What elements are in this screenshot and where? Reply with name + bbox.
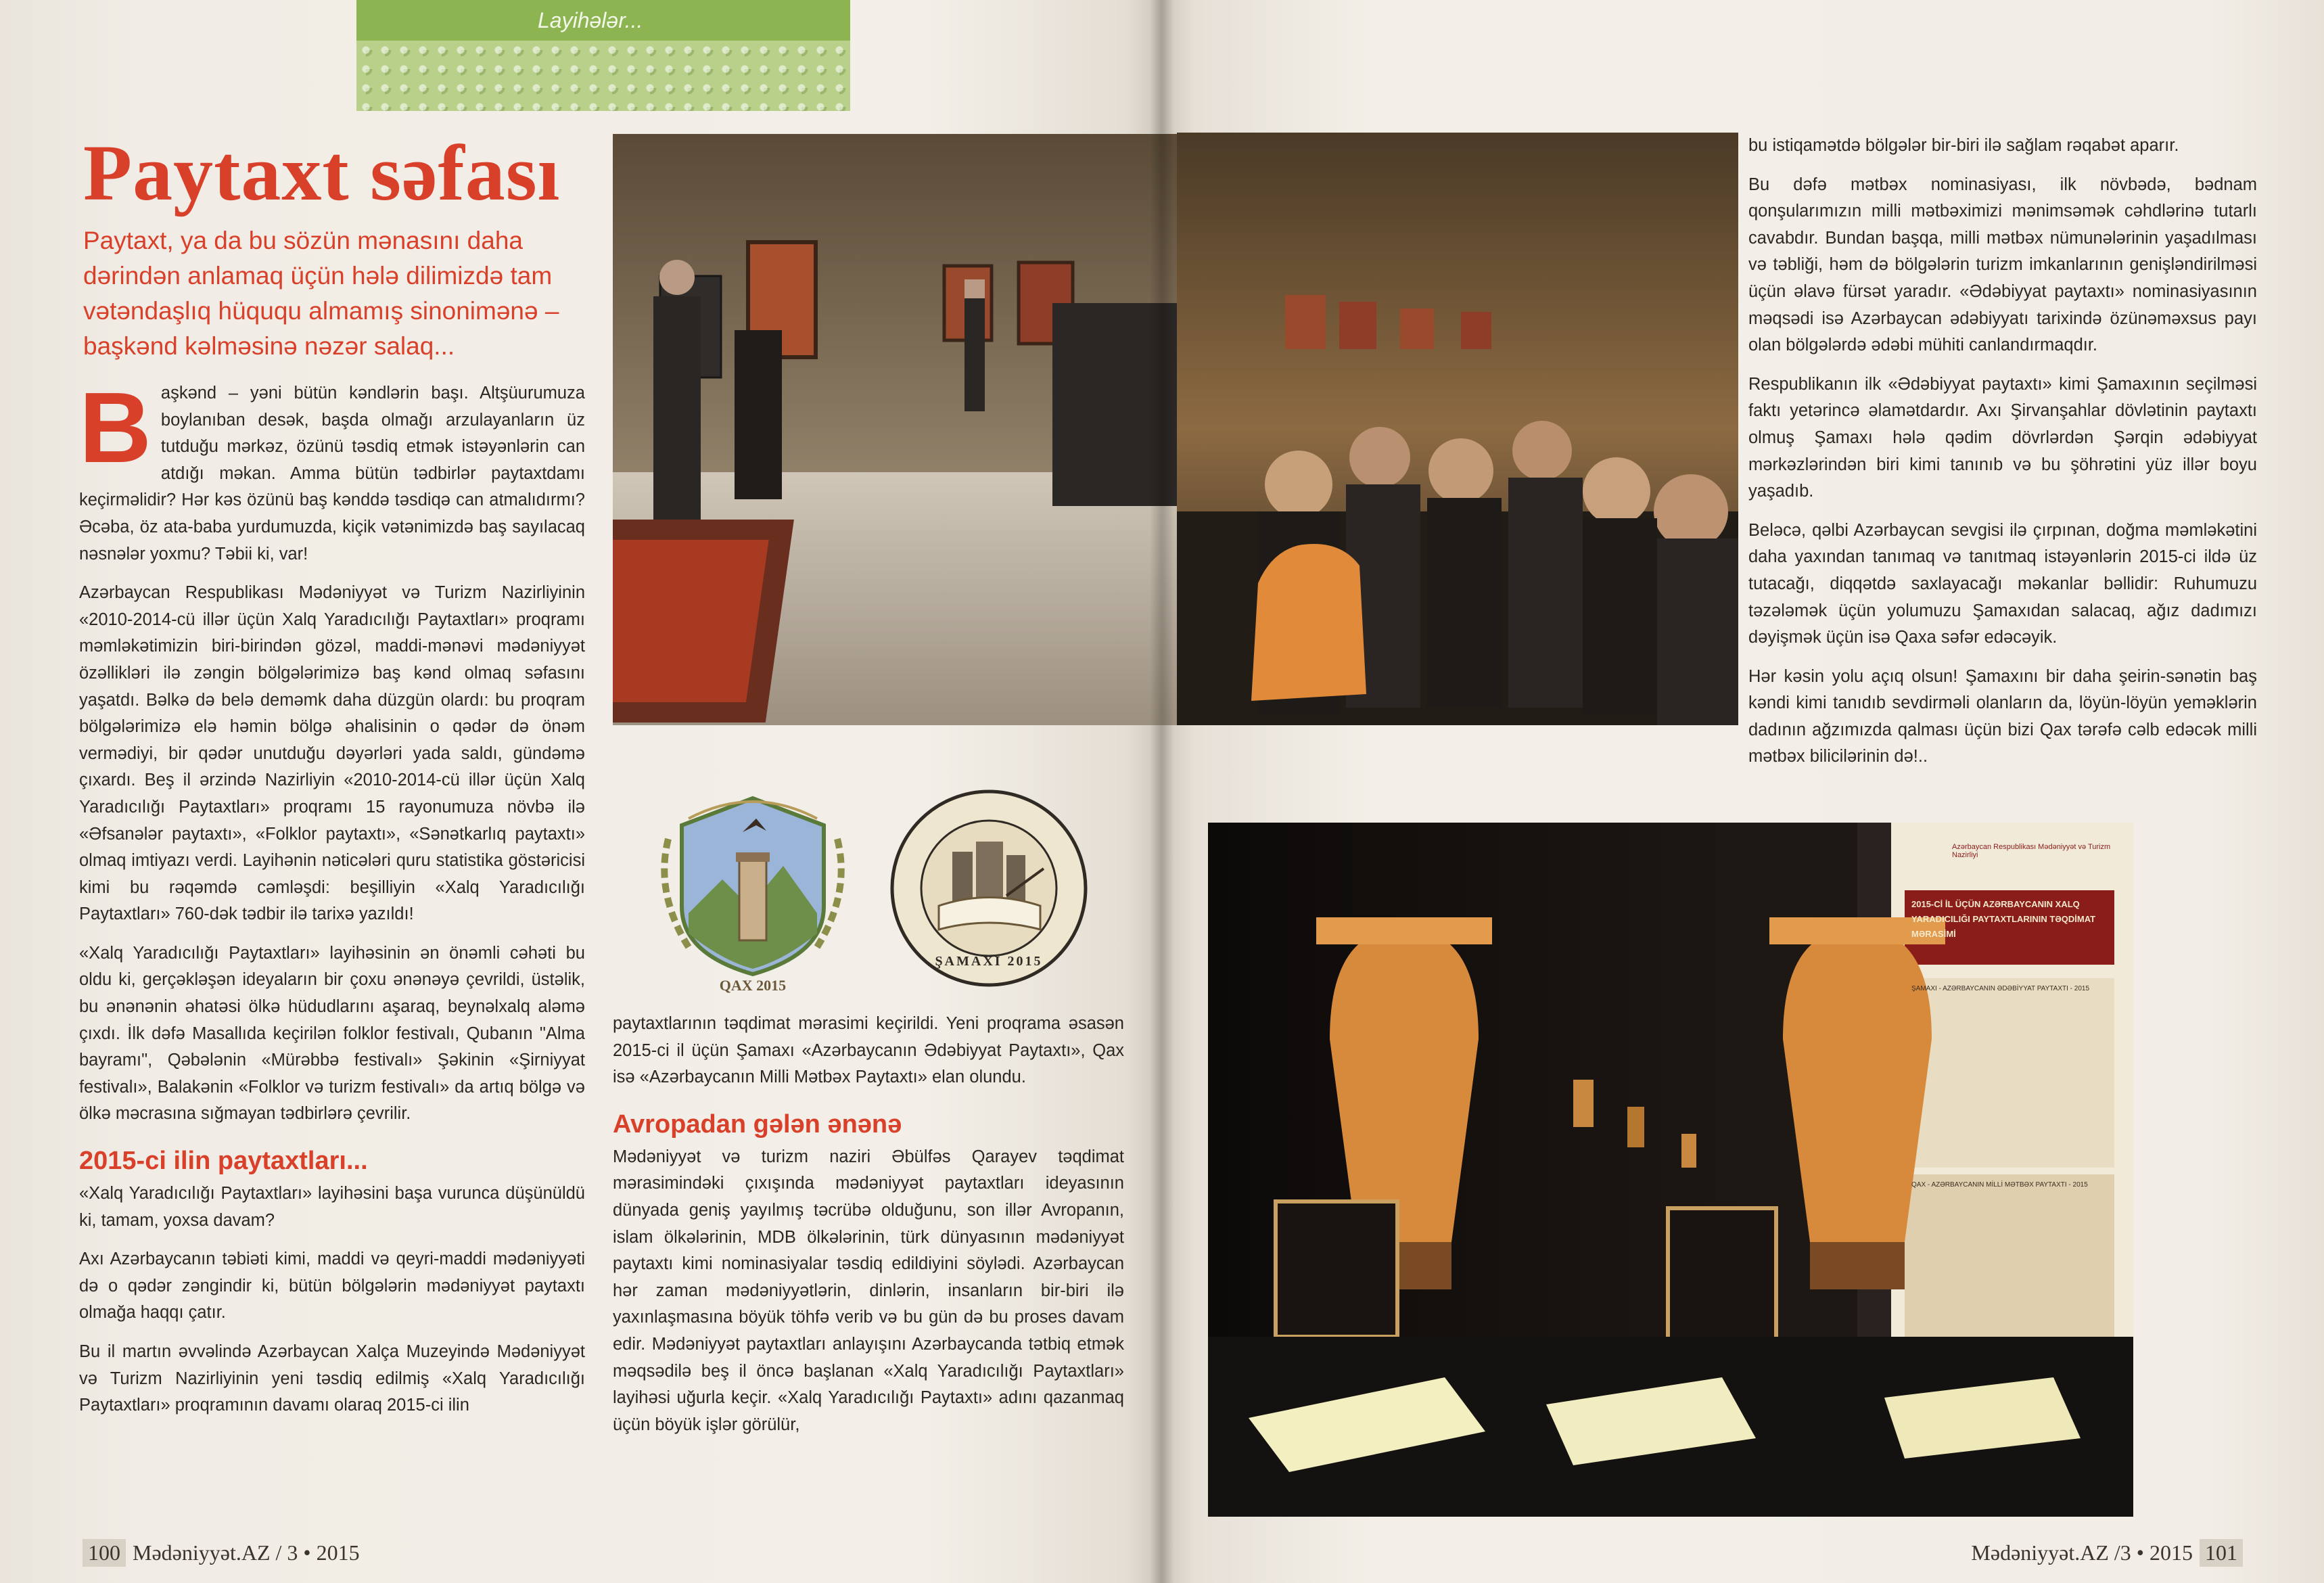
samaxi-capital-logo [888,787,1090,989]
paragraph: Hər kəsin yolu açıq olsun! Şamaxını bir daha şeirin-sənətin baş kəndi kimi tanıdıb sevdirməli olanların da, löyün-löyün yeməklərin dadının ağzımızda qalması üçün bizi Qax tərəfə cəlb edəcək milli mətbəx bilicilərinin də!.. [1748,666,2257,766]
paragraph: Beləcə, qəlbi Azərbaycan sevgisi ilə çırpınan, doğma məmləkətini daha yaxından tanımaq və tanıtmaq istəyənlərin 2015-ci ildə üz tutacağı, diqqətdə saxlayacağı məkanlar bəllidir: Ruhumuzu təzələmək üçün yolumuzu Şamaxıdan salacaq, ağız dadımızı dəyişmək üçün isə Qaxa səfər edəcəyik. [1748,520,2257,647]
right-footer [1971,1539,2250,1567]
magazine-name: Mədəniyyət.AZ / 3 • 2015 [133,1540,360,1565]
subheading: Avropadan gələn ənənə [613,1109,902,1139]
paragraph: Bu il martın əvvəlində Azərbaycan Xalça Muzeyində Mədəniyyət və Turizm Nazirliyinin yeni təsdiq edilmiş «Xalq Yaradıcılığı Paytaxtları» proqramının davamı olaraq 2015-ci ilin [79,1342,585,1415]
banner-org-text: Azərbaycan Respublikası Mədəniyyət və Turizm Nazirliyi [1952,843,2111,859]
paragraph-text: aşkənd – yəni bütün kəndlərin başı. Altşüurumuza boylanıban desək, başda olmağı arzulayanların üz tutduğu mərkəz, özünü təsdiq etmək istəyənlərin can atdığı məkan. Amma bütün tədbirlər paytaxtdamı keçirməlidir? Hər kəs özünü baş kənddə təsdiqə can atmalıdırmı? Əcəba, öz ata-baba yurdumuzda, kiçik vətənimizdə baş sayılacaq nəsnələr yoxmu? Təbii ki, var! [79,384,585,564]
left-column [79,372,585,1431]
section-pattern [356,41,850,111]
paragraph: Respublikanın ilk «Ədəbiyyat paytaxtı» kimi Şamaxının seçilməsi faktı yetərincə əlamətdardır. Axı Şirvanşahlar dövlətinin paytaxtı olmuş Şamaxı hələ qədim dövrlərdən Şərqin ədəbiyyat mərkəzlərindən biri kimi tanınıb və bu şöhrətini yüz illər boyu yaşadıb. [1748,374,2257,501]
paragraph: «Xalq Yaradıcılığı Paytaxtları» layihəsinin ən önəmli cəhəti bu oldu ki, gerçəkləşən ideyaların bir çoxu ənənəyə çevrildi, üstəlik, bu ənənənin əhatəsi ölkə hüdudlarını aşaraq, beynəlxalq aləmə çıxdı. İlk dəfə Masallıda keçirilən folklor festivalı, Qubanın "Alma bayramı", Qəbələnin «Mürəbbə festivalı» Şəkinin «Şirniyyat festivalı», Balakənin «Folklor və turizm festivalı» da artıq bölgə və ölkə məcrasına sığmayan tədbirlərə çevrilir. [79,943,585,1124]
magazine-name: Mədəniyyət.AZ /3 • 2015 [1971,1540,2193,1565]
drop-cap: B [79,372,152,484]
banner-heading-text: 2015-Cİ İL ÜÇÜN AZƏRBAYCANIN XALQ YARADICILIĞI PAYTAXTLARININ TƏQDİMAT MƏRASİMİ [1911,899,2096,939]
left-footer [76,1539,360,1567]
paragraph: paytaxtlarının təqdimat mərasimi keçirildi. Yeni proqrama əsasən 2015-ci il üçün Şamaxı «Azərbaycanın Ədəbiyyat Paytaxtı», Qax isə «Azərbaycanın Milli Mətbəx Paytaxtı» elan olundu. [613,1014,1124,1087]
paragraph: «Xalq Yaradıcılığı Paytaxtları» layihəsini başa vurunca düşünüldü ki, tamam, yoxsa davam? [79,1184,585,1230]
section-label: Layihələr... [538,8,643,32]
paragraph: Bu dəfə mətbəx nominasiyası, ilk növbədə, bədnam qonşularımızın milli mətbəximizi mənimsəmək cəhdlərinə tutarlı cavabdır. Bundan başqa, milli mətbəx nümunələrinin yaşadılması və təbliği, həm də bölgələrin turizm imkanlarının genişləndirilməsi üçün əlavə fürsət yaradır. «Ədəbiyyat paytaxtı» nominasiyasının məqsədi isə Azərbaycan ədəbiyyatı tarixində özünəməxsus payı olan bölgələrdə ədəbi mühiti canlandırmaqdır. [1748,175,2257,355]
paragraph: Mədəniyyət və turizm naziri Əbülfəs Qarayev təqdimat mərasimindəki çıxışında mədəniyyət paytaxtları ideyasının dünyada geniş yayılmış təcrübə olduğunu, son illər Avropanın, islam ölkələrinin, MDB ölkələrinin, türk dünyasının mədəniyyət paytaxtı kimi nominasiyalar təsdiq edildiyini söylədi. Azərbaycan hər zaman mədəniyyətlərin, dinlərin, insanların bir-biri ilə yaxınlaşmasına böyük töhfə verib və bu gün də bu proses davam edir. Mədəniyyət paytaxtları anlayışını Azərbaycanda tətbiq etmək məqsədilə beş il öncə başlanan «Xalq Yaradıcılığı Paytaxtları» layihəsi uğurla keçir. «Xalq Yaradıcılığı Paytaxtı» adını qazanmaq üçün böyük işlər görülür, [613,1147,1124,1434]
article-lead: Paytaxt, ya da bu sözün mənasını daha dərindən anlamaq üçün hələ dilimizdə tam vətəndaşlıq hüququ almamış sinonimənə – başkənd kəlməsinə nəzər salaq... [83,227,559,360]
photo-audience [1177,133,1738,725]
section-band [356,0,850,41]
middle-column [613,1011,1124,1450]
photo-trophies-banner [1208,823,2133,1517]
photo-speaker-carpet [613,134,1181,725]
article-title: Paytaxt səfası [83,129,561,217]
page-number: 101 [2200,1539,2243,1567]
samaxi-logo-caption: ŞAMAXI 2015 [935,954,1043,969]
page-number: 100 [83,1539,126,1567]
banner-label-qax: QAX - AZƏRBAYCANIN MİLLİ MƏTBƏX PAYTAXTI - 2015 [1911,1181,2088,1189]
qax-capital-logo [648,778,858,996]
right-column [1748,133,2257,783]
paragraph [79,372,585,568]
qax-logo-caption: QAX 2015 [719,977,787,994]
paragraph: Azərbaycan Respublikası Mədəniyyət və Turizm Nazirliyinin «2010-2014-cü illər üçün Xalq Yaradıcılığı Paytaxtları» proqramı məmləkətimizin biri-birindən gözəl, maddi-mənəvi mədəniyyət özəllikləri ilə zəngin bölgələrimizə baş kənd olmaq səfasını yaşatdı. Bəlkə də belə deməmk daha düzgün olardı: bu proqram bölgələrimizə elə həmin bölgə əhalisinin o qədər də önəm vermədiyi, bir qədər unutduğu dəyərləri yada saldı, gündəmə çıxardı. Beş il ərzində Nazirliyin «2010-2014-cü illər üçün Xalq Yaradıcılığı Paytaxtları» proqramı 15 rayonumuza növbə ilə «Əfsanələr paytaxtı», «Folklor paytaxtı», «Sənətkarlıq paytaxtı» olmaq imtiyazı verdi. Layihənin nəticələri quru statistika göstəricisi kimi bu rəqəmdə cəmləşdi: beşilliyin «Xalq Yaradıcılığı Paytaxtları» 760-dək tədbir ilə tarixə yazıldı! [79,583,585,924]
subheading: 2015-ci ilin paytaxtları... [79,1147,368,1176]
paragraph: bu istiqamətdə bölgələr bir-biri ilə sağlam rəqabət aparır. [1748,136,2179,155]
paragraph: Axı Azərbaycanın təbiəti kimi, maddi və qeyri-maddi mədəniyyəti də o qədər zəngindir ki, bütün bölgələrin mədəniyyət paytaxtı olmağa haqqı çatır. [79,1249,585,1323]
banner-label-samaxi: ŞAMAXI - AZƏRBAYCANIN ƏDƏBİYYAT PAYTAXTI - 2015 [1911,985,2090,992]
